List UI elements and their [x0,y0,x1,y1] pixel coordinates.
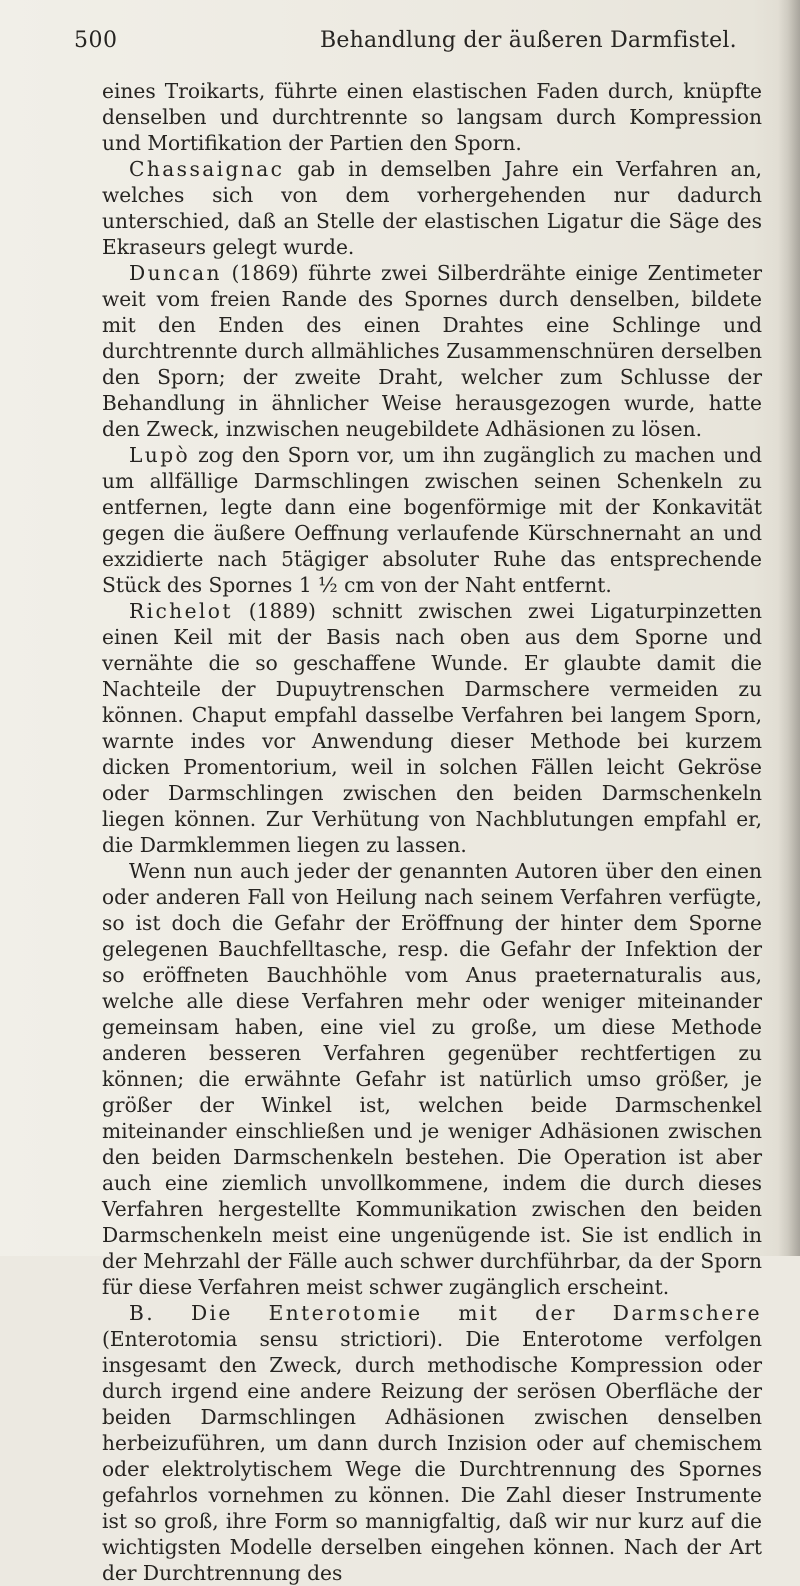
body-text [102,78,762,1586]
paragraph-chassaignac: Chassaignac gab in demselben Jahre ein Verfahren an, welches sich von dem vorhergehenden nur dadurch unterschied, daß an Stelle der elastischen Ligatur die Säge des Ekraseurs gelegt wurde. [102,157,762,259]
section-heading: B. Die Enterotomie mit der Darmschere [129,1301,762,1325]
paragraph-gefahr: Wenn nun auch jeder der genannten Autoren über den einen oder anderen Fall von Heilung nach seinem Verfahren verfügte, so ist doch die Gefahr der Eröffnung der hinter dem Sporne gelegenen Bauchfelltasche, resp. die Gefahr der Infektion der so eröffneten Bauchhöhle vom Anus praeternaturalis aus, welche alle diese Verfahren mehr oder weniger miteinander gemeinsam haben, eine viel zu große, um diese Methode anderen besseren Verfahren gegenüber rechtfertigen zu können; die erwähnte Gefahr ist natürlich umso größer, je größer der Winkel ist, welchen beide Darmschenkel miteinander einschließen und je weniger Adhäsionen zwischen den beiden Darmschenkeln bestehen. Die Operation ist aber auch eine ziemlich unvollkommene, indem die durch dieses Verfahren hergestellte Kommunikation zwischen den beiden Darmschenkeln meist eine ungenügende ist. Sie ist endlich in der Mehrzahl der Fälle auch schwer durchführbar, da der Sporn für diese Verfahren meist schwer zugänglich erscheint. [102,859,762,1299]
page-header [74,28,774,58]
author-name: Lupò [129,443,191,467]
page-number: 500 [74,28,118,53]
author-name: Duncan [129,261,222,285]
paragraph-richelot: Richelot (1889) schnitt zwischen zwei Ligaturpinzetten einen Keil mit der Basis nach oben aus dem Sporne und vernähte die so geschaffene Wunde. Er glaubte damit die Nachteile der Dupuytrenschen Darmschere vermeiden zu können. Chaput empfahl dasselbe Verfahren bei langem Sporn, warnte indes vor Anwendung dieser Methode bei kurzem dicken Promentorium, weil in solchen Fällen leicht Gekröse oder Darmschlingen zwischen den beiden Darmschenkeln liegen können. Zur Verhütung von Nachblutungen empfahl er, die Darmklemmen liegen zu lassen. [102,599,762,857]
paragraph-lupo: Lupò zog den Sporn vor, um ihn zugänglich zu machen und um allfällige Darmschlingen zwischen seinen Schenkeln zu entfernen, legte dann eine bogenförmige mit der Konkavität gegen die äußere Oeffnung verlaufende Kürschnernaht an und exzidierte nach 5tägiger absoluter Ruhe das entsprechende Stück des Spornes 1 ½ cm von der Naht entfernt. [102,443,762,597]
running-head: Behandlung der äußeren Darmfistel. [320,28,737,53]
paragraph-troikart: eines Troikarts, führte einen elastischen Faden durch, knüpfte denselben und durchtrennte so langsam durch Kompression und Mortifikation der Partien den Sporn. [102,79,762,155]
page-edge-shadow [778,0,800,1256]
paragraph-duncan: Duncan (1869) führte zwei Silberdrähte einige Zentimeter weit vom freien Rande des Spornes durch denselben, bildete mit den Enden des einen Drahtes eine Schlinge und durchtrennte durch allmähliches Zusammenschnüren derselben den Sporn; der zweite Draht, welcher zum Schlusse der Behandlung in ähnlicher Weise herausgezogen wurde, hatte den Zweck, inzwischen neugebildete Adhäsionen zu lösen. [102,261,762,441]
author-name: Chassaignac [129,157,285,181]
paragraph-enterotomie: B. Die Enterotomie mit der Darmschere (Enterotomia sensu strictiori). Die Enterotome verfolgen insgesamt den Zweck, durch methodische Kompression oder durch irgend eine andere Reizung der serösen Oberfläche der beiden Darmschlingen Adhäsionen zwischen denselben herbeizuführen, um dann durch Inzision oder auf chemischem oder elektrolytischem Wege die Durchtrennung des Spornes gefahrlos vornehmen zu können. Die Zahl dieser Instrumente ist so groß, ihre Form so mannigfaltig, daß wir nur kurz auf die wichtigsten Modelle derselben eingehen können. Nach der Art der Durchtrennung des [102,1301,762,1585]
author-name: Richelot [129,599,233,623]
